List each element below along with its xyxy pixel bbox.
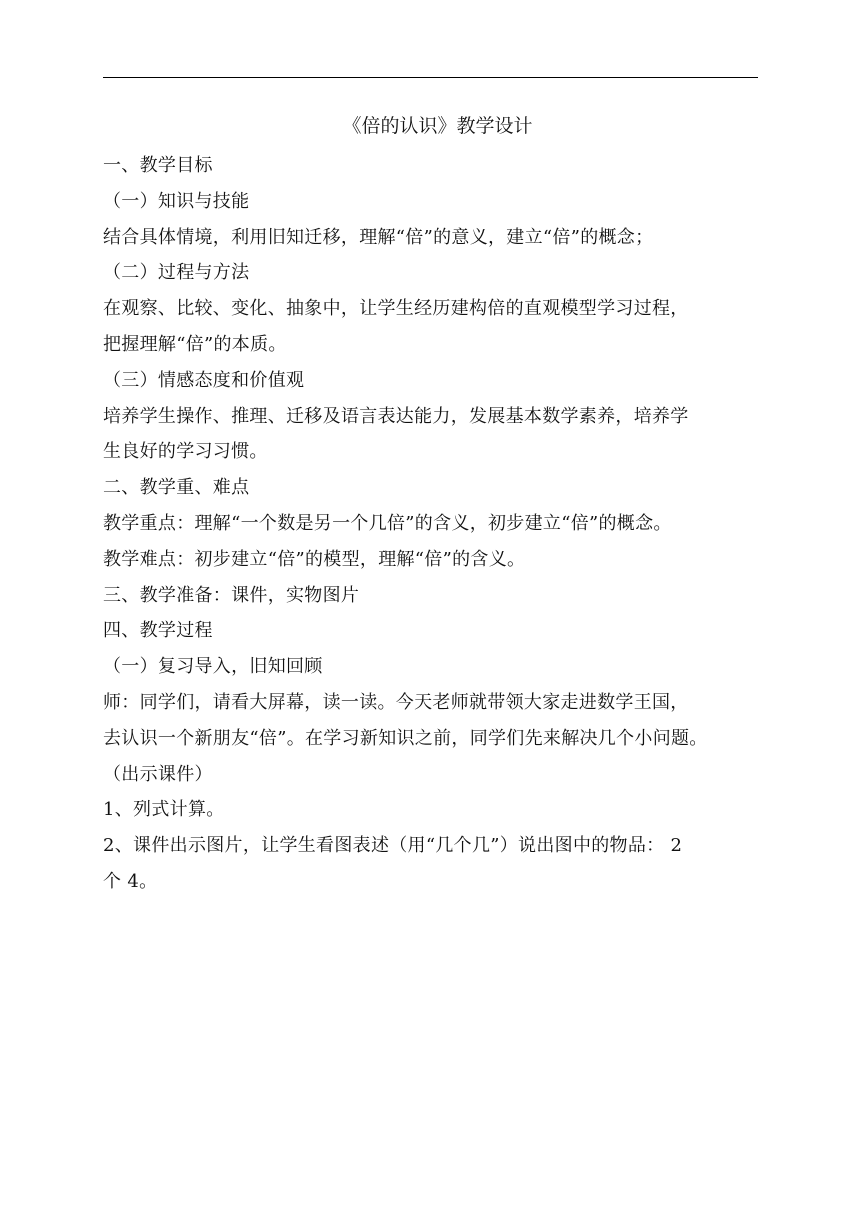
body-text-line: 师：同学们，请看大屏幕，读一读。今天老师就带领大家走进数学王国，: [103, 691, 689, 713]
body-text-line: 教学重点：理解“一个数是另一个几倍”的含义，初步建立“倍”的概念。: [103, 512, 672, 534]
body-text-line: 个 4。: [103, 870, 158, 892]
document-title: 《倍的认识》教学设计: [342, 115, 533, 137]
section-heading-key-points: 二、教学重、难点: [103, 477, 250, 499]
body-text-line: 把握理解“倍”的本质。: [103, 333, 287, 355]
list-item: 2、课件出示图片，让学生看图表述（用“几个几”）说出图中的物品： 2: [103, 835, 683, 857]
body-text-line: 培养学生操作、推理、迁移及语言表达能力，发展基本数学素养，培养学: [103, 405, 689, 427]
subsection-heading-process-method: （二）过程与方法: [103, 262, 250, 284]
body-text-line: 结合具体情境，利用旧知迁移，理解“倍”的意义，建立“倍”的概念；: [103, 226, 654, 248]
subsection-heading-knowledge-skills: （一）知识与技能: [103, 190, 250, 212]
section-heading-process: 四、教学过程: [103, 620, 213, 642]
section-heading-preparation: 三、教学准备：课件，实物图片: [103, 584, 360, 606]
section-heading-objectives: 一、教学目标: [103, 155, 213, 176]
header-rule: [103, 77, 758, 78]
subsection-heading-attitudes-values: （三）情感态度和价值观: [103, 369, 305, 391]
document-body: [103, 110, 758, 905]
list-item: 1、列式计算。: [103, 799, 225, 821]
body-text-line: 生良好的学习习惯。: [103, 441, 268, 463]
body-text-line: 教学难点：初步建立“倍”的模型，理解“倍”的含义。: [103, 548, 526, 570]
body-text-line: （出示课件）: [103, 763, 213, 785]
body-text-line: 在观察、比较、变化、抽象中，让学生经历建构倍的直观模型学习过程，: [103, 298, 689, 320]
body-text-line: 去认识一个新朋友“倍”。在学习新知识之前，同学们先来解决几个小问题。: [103, 727, 708, 749]
subsection-heading-review: （一）复习导入，旧知回顾: [103, 656, 323, 678]
